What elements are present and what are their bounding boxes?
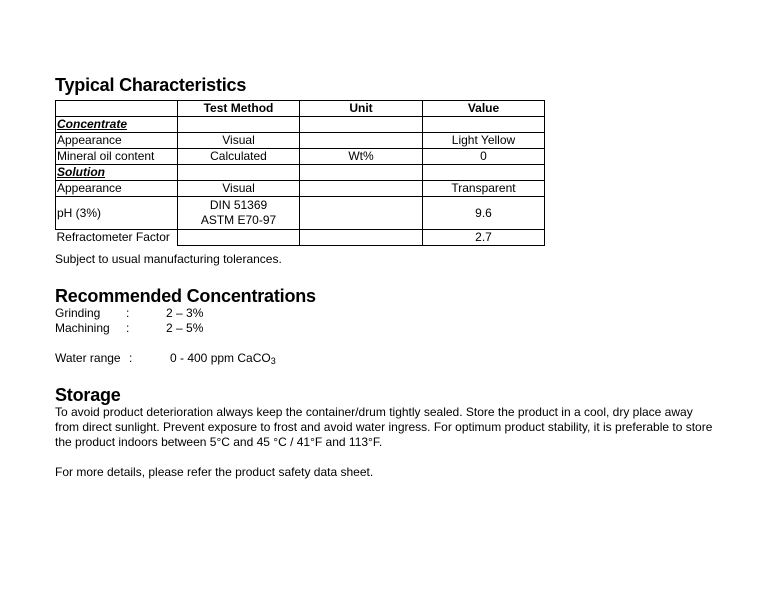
unit bbox=[300, 181, 423, 197]
property-name: Appearance bbox=[56, 181, 178, 197]
empty-cell bbox=[423, 117, 545, 133]
table-row bbox=[56, 133, 545, 149]
empty-cell bbox=[423, 165, 545, 181]
unit bbox=[300, 197, 423, 230]
water-range-separator: : bbox=[129, 351, 133, 365]
header-test-method: Test Method bbox=[178, 101, 300, 117]
header-unit: Unit bbox=[300, 101, 423, 117]
test-method-line: DIN 51369 bbox=[209, 198, 268, 212]
storage-heading: Storage bbox=[55, 385, 121, 405]
water-range-value bbox=[170, 351, 276, 369]
section-label-concentrate: Concentrate bbox=[56, 117, 178, 133]
unit bbox=[300, 133, 423, 149]
unit bbox=[300, 230, 423, 246]
table-row bbox=[56, 230, 545, 246]
value: 2.7 bbox=[423, 230, 545, 246]
characteristics-table bbox=[55, 100, 545, 246]
table-row bbox=[56, 181, 545, 197]
section-row-solution bbox=[56, 165, 545, 181]
unit: Wt% bbox=[300, 149, 423, 165]
tolerance-note: Subject to usual manufacturing tolerances. bbox=[55, 252, 282, 266]
grinding-label: Grinding bbox=[55, 306, 101, 320]
value: Light Yellow bbox=[423, 133, 545, 149]
typical-characteristics-heading: Typical Characteristics bbox=[55, 75, 247, 95]
machining-value: 2 – 5% bbox=[166, 321, 204, 335]
test-method bbox=[178, 197, 300, 230]
table-row bbox=[56, 197, 545, 230]
empty-cell bbox=[178, 117, 300, 133]
empty-cell bbox=[300, 165, 423, 181]
machining-separator: : bbox=[126, 321, 130, 335]
value: 9.6 bbox=[423, 197, 545, 230]
property-name: pH (3%) bbox=[56, 197, 178, 230]
recommended-concentrations-heading: Recommended Concentrations bbox=[55, 286, 316, 306]
value: 0 bbox=[423, 149, 545, 165]
section-label-solution: Solution bbox=[56, 165, 178, 181]
grinding-value: 2 – 3% bbox=[166, 306, 204, 320]
test-method: Visual bbox=[178, 181, 300, 197]
water-range-label: Water range bbox=[55, 351, 121, 365]
water-range-subscript: 3 bbox=[270, 356, 276, 366]
machining-label: Machining bbox=[55, 321, 110, 335]
test-method: Visual bbox=[178, 133, 300, 149]
property-name: Refractometer Factor bbox=[56, 230, 178, 246]
empty-cell bbox=[178, 165, 300, 181]
header-value: Value bbox=[423, 101, 545, 117]
property-name: Appearance bbox=[56, 133, 178, 149]
value: Transparent bbox=[423, 181, 545, 197]
grinding-separator: : bbox=[126, 306, 130, 320]
table-row bbox=[56, 149, 545, 165]
test-method-line: ASTM E70-97 bbox=[200, 213, 277, 227]
empty-cell bbox=[300, 117, 423, 133]
more-details-text: For more details, please refer the product safety data sheet. bbox=[55, 465, 374, 479]
header-empty bbox=[56, 101, 178, 117]
section-row-concentrate bbox=[56, 117, 545, 133]
property-name: Mineral oil content bbox=[56, 149, 178, 165]
water-range-text: 0 - 400 ppm CaCO bbox=[170, 351, 271, 365]
table-header-row bbox=[56, 101, 545, 117]
test-method: Calculated bbox=[178, 149, 300, 165]
storage-paragraph: To avoid product deterioration always keep the container/drum tightly sealed. Store the product in a cool, dry place away from direct sunlight. Prevent exposure to frost and avoid water ingress. For optimum product stability, it is preferable to store the product indoors between 5°C and 45 °C / 41°F and 113°F. bbox=[55, 405, 713, 449]
test-method bbox=[178, 230, 300, 246]
